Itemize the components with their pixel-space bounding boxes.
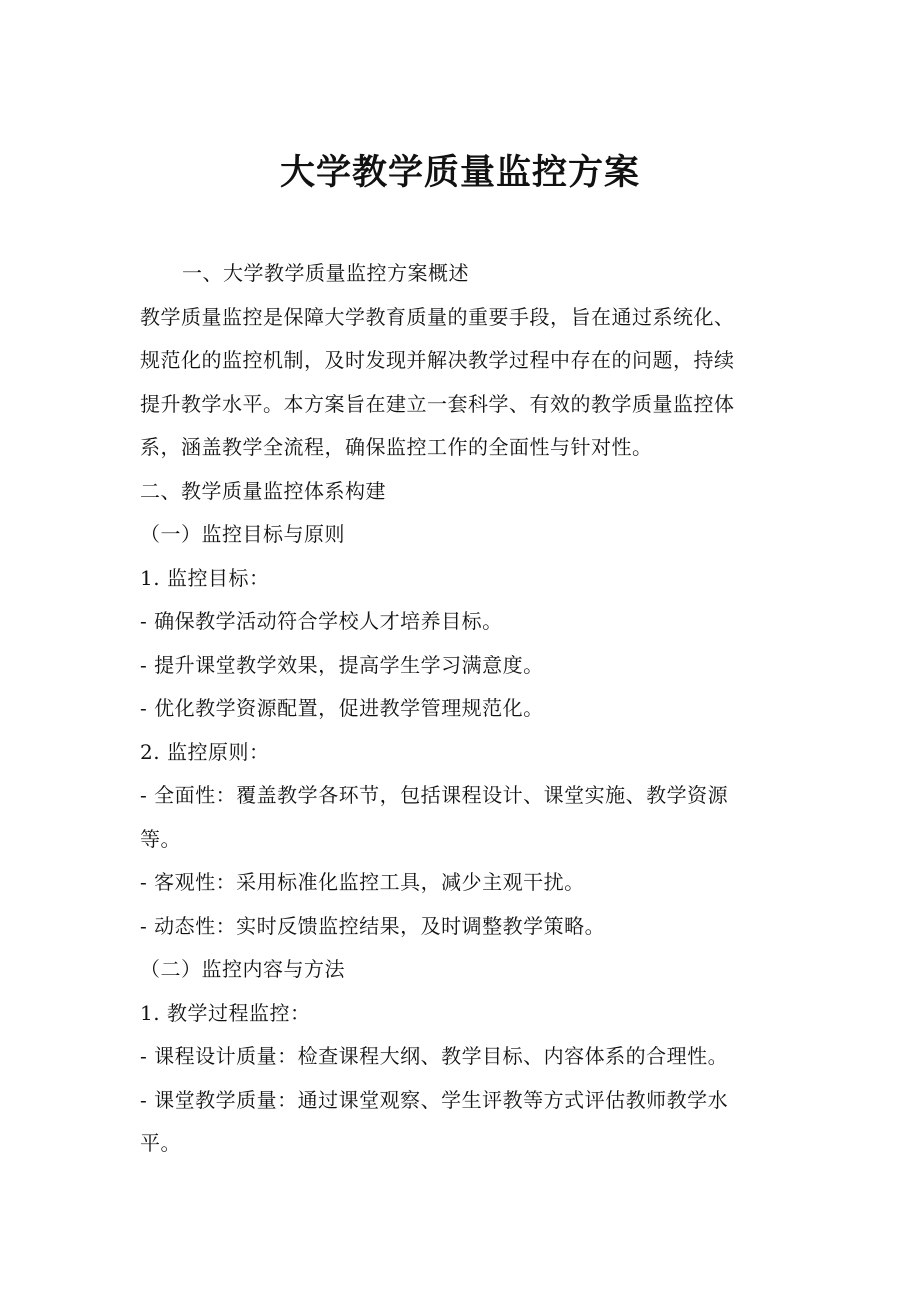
list-heading-goals: 1. 监控目标： — [140, 565, 270, 590]
paragraph-line: 教学质量监控是保障大学教育质量的重要手段，旨在通过系统化、 — [140, 304, 735, 329]
section-heading-overview: 一、大学教学质量监控方案概述 — [182, 261, 469, 285]
list-item-continuation: 等。 — [140, 826, 181, 851]
list-item: - 确保教学活动符合学校人才培养目标。 — [140, 609, 503, 633]
list-item: - 课程设计质量：检查课程大纲、教学目标、内容体系的合理性。 — [140, 1044, 729, 1068]
list-item: - 客观性：采用标准化监控工具，减少主观干扰。 — [140, 870, 585, 894]
list-item: - 优化教学资源配置，促进教学管理规范化。 — [140, 696, 544, 720]
list-item: - 提升课堂教学效果，提高学生学习满意度。 — [140, 652, 544, 677]
list-item: - 全面性：覆盖教学各环节，包括课程设计、课堂实施、教学资源 — [140, 783, 729, 807]
list-heading-principles: 2. 监控原则： — [140, 739, 270, 764]
list-item-continuation: 平。 — [140, 1131, 181, 1155]
subsection-heading-goals: （一）监控目标与原则 — [140, 522, 345, 546]
list-item: - 课堂教学质量：通过课堂观察、学生评教等方式评估教师教学水 — [140, 1087, 729, 1112]
list-heading-process: 1. 教学过程监控： — [140, 1000, 311, 1025]
list-item: - 动态性：实时反馈监控结果，及时调整教学策略。 — [140, 913, 606, 938]
paragraph-line: 系，涵盖教学全流程，确保监控工作的全面性与针对性。 — [140, 435, 653, 459]
document-body — [140, 252, 780, 1166]
document-title: 大学教学质量监控方案 — [279, 153, 640, 193]
section-heading-system: 二、教学质量监控体系构建 — [140, 478, 386, 503]
subsection-heading-content: （二）监控内容与方法 — [140, 957, 345, 981]
paragraph-line: 提升教学水平。本方案旨在建立一套科学、有效的教学质量监控体 — [140, 391, 735, 416]
paragraph-line: 规范化的监控机制，及时发现并解决教学过程中存在的问题，持续 — [140, 348, 735, 372]
